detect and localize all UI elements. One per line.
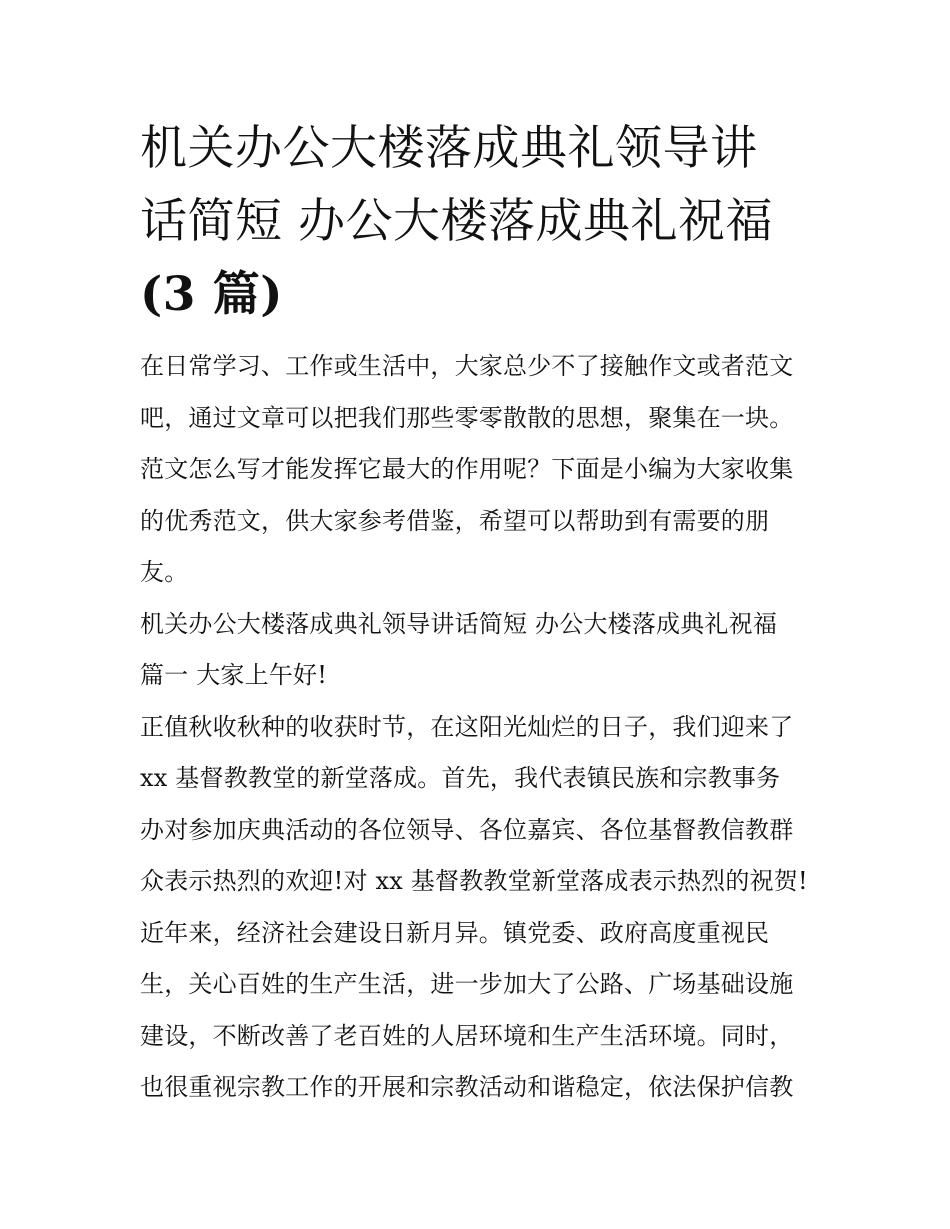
body-line: 也很重视宗教工作的开展和宗教活动和谐稳定，依法保护信教 — [140, 1073, 794, 1101]
body-line: 范文怎么写才能发挥它最大的作用呢？下面是小编为大家收集 — [140, 455, 794, 483]
body-line: 正值秋收秋种的收获时节，在这阳光灿烂的日子，我们迎来了 — [140, 712, 794, 741]
title-line-3: (3 篇) — [140, 267, 284, 322]
body-line: 众表示热烈的欢迎!对 xx 基督教教堂新堂落成表示热烈的祝贺! — [140, 867, 808, 895]
body-line: 近年来，经济社会建设日新月异。镇党委、政府高度重视民 — [140, 918, 770, 947]
title-line-1: 机关办公大楼落成典礼领导讲 — [140, 121, 758, 176]
body-line: 吧，通过文章可以把我们那些零零散散的思想，聚集在一块。 — [140, 403, 794, 432]
body-line: 在日常学习、工作或生活中，大家总少不了接触作文或者范文 — [140, 352, 794, 380]
body-line: 的优秀范文，供大家参考借鉴，希望可以帮助到有需要的朋 — [140, 506, 770, 535]
document-title — [140, 112, 820, 331]
body-line: 建设，不断改善了老百姓的人居环境和生产生活环境。同时， — [140, 1021, 794, 1050]
body-line: xx 基督教教堂的新堂落成。首先，我代表镇民族和宗教事务 — [140, 764, 781, 792]
section-heading-line: 机关办公大楼落成典礼领导讲话简短 办公大楼落成典礼祝福 — [140, 609, 778, 638]
title-line-2: 话简短 办公大楼落成典礼祝福 — [140, 194, 773, 249]
document-content — [140, 112, 820, 1114]
body-line: 生，关心百姓的生产生活，进一步加大了公路、广场基础设施 — [140, 970, 794, 998]
document-body — [140, 341, 820, 1114]
body-line: 办对参加庆典活动的各位领导、各位嘉宾、各位基督教信教群 — [140, 815, 794, 844]
section-heading-line: 篇一 大家上午好! — [140, 661, 328, 689]
body-line: 友。 — [140, 558, 189, 586]
